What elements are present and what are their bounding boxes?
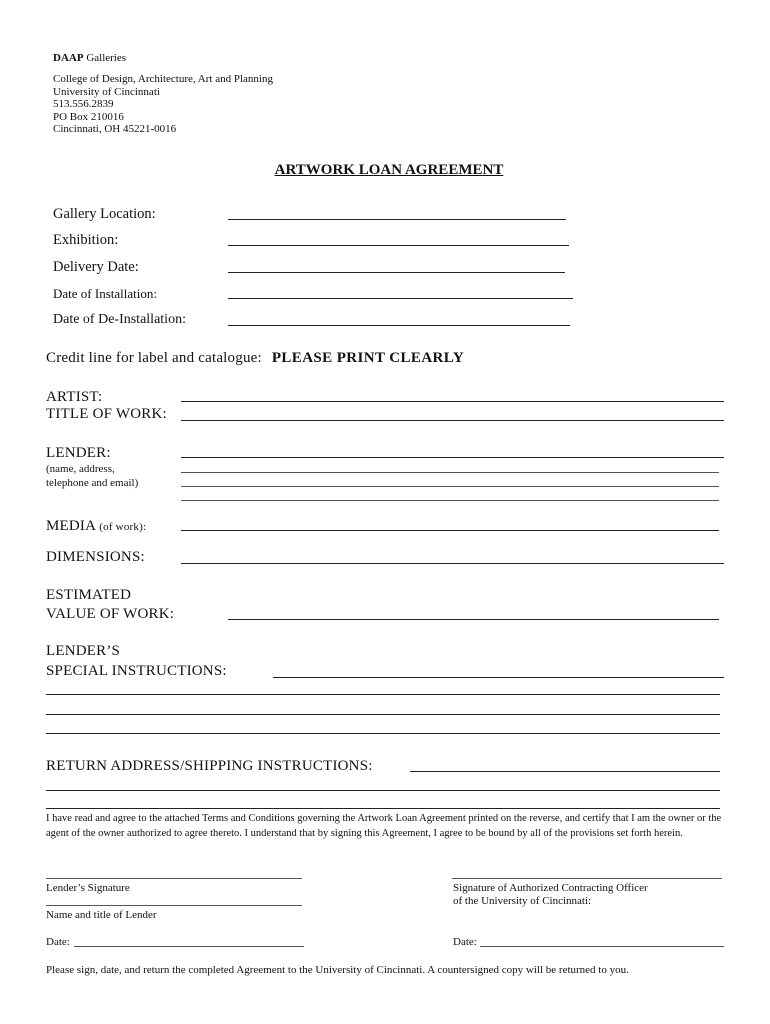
lender-hint-1: (name, address, [46,463,115,475]
dimensions-field[interactable] [181,563,724,564]
estimated-label-1: ESTIMATED [46,587,132,603]
media-label-text: MEDIA [46,518,96,534]
university-name: University of Cincinnati [53,85,160,98]
lender-date-field[interactable] [74,946,304,947]
delivery-date-field[interactable] [228,272,565,273]
installation-date-label: Date of Installation: [53,286,157,301]
deinstallation-date-field[interactable] [228,325,570,326]
college-name: College of Design, Architecture, Art and Planning [53,73,273,85]
artist-label: ARTIST: [46,389,103,405]
document-title: ARTWORK LOAN AGREEMENT [274,162,504,178]
lender-signature-field[interactable] [46,878,302,879]
lender-hint-2: telephone and email) [46,477,139,489]
special-instructions-label-2: SPECIAL INSTRUCTIONS: [46,663,227,679]
agreement-text: I have read and agree to the attached Terms and Conditions governing the Artwork Loan Agreement printed on the reverse, and certify that I am the owner or the agent of the owner authorized to agree thereto. I understand that by signing this Agreement, I agree to be bound by all of the provisions set forth herein. [46,813,722,839]
lender-field-3[interactable] [181,486,719,487]
special-instructions-field-1[interactable] [273,677,724,678]
footer-note: Please sign, date, and return the completed Agreement to the University of Cincinnati. A countersigned copy will be returned to you. [46,964,629,976]
org-name [53,52,126,65]
officer-signature-field[interactable] [452,878,722,879]
title-of-work-label: TITLE OF WORK: [46,406,167,422]
artist-field[interactable] [181,401,724,402]
exhibition-label: Exhibition: [53,232,119,248]
lender-date-label: Date: [46,936,70,948]
lender-name-title-label: Name and title of Lender [46,909,157,921]
exhibition-field[interactable] [228,245,569,246]
dimensions-label: DIMENSIONS: [46,549,145,565]
credit-line [46,350,464,367]
officer-signature-label-2: of the University of Cincinnati: [453,895,592,907]
return-address-field-2[interactable] [46,790,720,791]
return-address-label: RETURN ADDRESS/SHIPPING INSTRUCTIONS: [46,758,373,774]
lender-field-1[interactable] [181,457,724,458]
title-of-work-field[interactable] [181,420,724,421]
officer-signature-label-1: Signature of Authorized Contracting Officer [453,882,648,894]
phone-number: 513.556.2839 [53,98,114,110]
city-address: Cincinnati, OH 45221-0016 [53,123,177,135]
special-instructions-field-2[interactable] [46,694,720,695]
deinstallation-date-label: Date of De-Installation: [53,312,186,327]
delivery-date-label: Delivery Date: [53,259,139,275]
media-hint: (of work): [99,521,147,533]
print-clearly-note: PLEASE PRINT CLEARLY [271,350,465,366]
lender-signature-label: Lender’s Signature [46,882,130,894]
special-instructions-field-4[interactable] [46,733,720,734]
lender-field-4[interactable] [181,500,719,501]
org-name-rest: Galleries [86,52,127,64]
lender-label: LENDER: [46,445,111,461]
officer-date-field[interactable] [480,946,724,947]
gallery-location-label: Gallery Location: [53,206,156,222]
media-label [46,518,146,535]
officer-date-label: Date: [453,936,477,948]
org-name-bold: DAAP [53,52,84,64]
installation-date-field[interactable] [228,298,573,299]
gallery-location-field[interactable] [228,219,566,220]
return-address-field-3[interactable] [46,808,720,809]
lender-field-2[interactable] [181,472,719,473]
special-instructions-label-1: LENDER’S [46,643,121,659]
credit-line-label: Credit line for label and catalogue: [46,350,262,366]
media-field[interactable] [181,530,719,531]
estimated-label-2: VALUE OF WORK: [46,606,175,622]
po-box: PO Box 210016 [53,110,124,123]
return-address-field-1[interactable] [410,771,720,772]
lender-name-title-field[interactable] [46,905,302,906]
estimated-value-field[interactable] [228,619,719,620]
special-instructions-field-3[interactable] [46,714,720,715]
